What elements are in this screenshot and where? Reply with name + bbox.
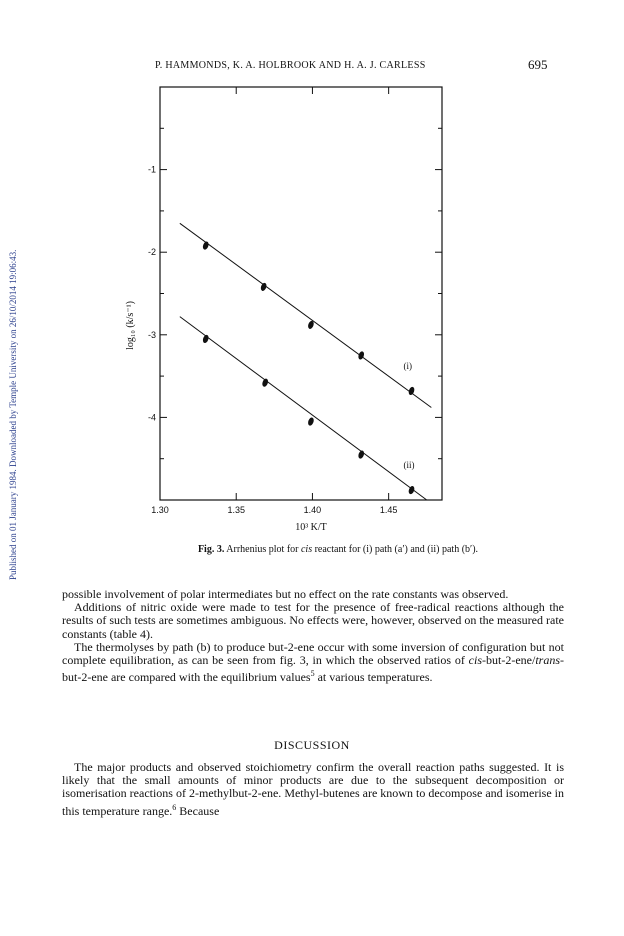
- paragraph-3-ref: 5: [310, 669, 315, 679]
- x-axis-label: 10³ K/T: [295, 522, 327, 533]
- page-number: 695: [528, 57, 548, 72]
- plot-border: [160, 87, 442, 500]
- x-tick-label: 1.40: [303, 505, 322, 515]
- data-point: [261, 378, 269, 388]
- y-tick-label: -1: [147, 164, 156, 175]
- data-point: [202, 334, 210, 344]
- y-tick-label: -4: [147, 412, 156, 423]
- paragraph-3-italic: trans: [535, 653, 560, 668]
- axis-labels: [125, 165, 415, 533]
- paragraph-4-part: The major products and observed stoichiometry confirm the overall reaction paths suggested. It is likely that the small amounts of minor products are due to the subsequent decomposition or isomerisation reactions of 2-methylbut-2-ene. Methyl-butenes are known to decompose and isomerise in this temperature range.: [62, 760, 564, 818]
- caption-italic: cis: [300, 544, 313, 555]
- paragraph-3-part: -but-2-ene are compared with the equilibrium values: [62, 653, 564, 685]
- fit-line-1: [180, 223, 432, 407]
- x-tick-label: 1.45: [379, 505, 398, 515]
- paragraph-3: [62, 641, 564, 685]
- data-points: [202, 241, 416, 495]
- fit-line-2: [180, 317, 427, 500]
- caption-label: Fig. 3.: [197, 544, 225, 555]
- fit-lines: [180, 223, 432, 500]
- paragraph-4-part: Because: [176, 803, 220, 818]
- data-point: [357, 351, 365, 361]
- y-axis-label: log₁₀ (k/s⁻¹): [125, 301, 136, 350]
- data-point: [202, 241, 210, 251]
- paragraph-3-part: -but-2-ene/: [482, 653, 536, 668]
- arrhenius-plot: [120, 75, 460, 540]
- figure-caption: [128, 544, 548, 555]
- x-tick-label: 1.30: [151, 505, 169, 515]
- caption-text-2: reactant for (i) path (a′) and (ii) path (b′).: [312, 544, 479, 555]
- plot-frame: [160, 87, 442, 500]
- data-point: [307, 417, 315, 427]
- data-point: [357, 450, 365, 460]
- series-label: (i): [403, 360, 413, 371]
- body-text-lower: [62, 761, 564, 818]
- paragraph-3-italic: cis: [468, 653, 482, 668]
- paragraph-4: [62, 761, 564, 818]
- publication-sidebar-text: Published on 01 January 1984. Downloaded by Temple University on 26/10/2014 19:06:43.: [8, 249, 18, 580]
- paragraph-1: possible involvement of polar intermediates but no effect on the rate constants was observed.: [62, 587, 509, 601]
- paragraph-3-part: The thermolyses by path (b) to produce but-2-ene occur with some inversion of configuration but not complete equilibration, as can be seen from fig. 3, in which the observed ratios of: [62, 639, 564, 668]
- paragraph-3-part: at various temperatures.: [314, 670, 433, 685]
- y-tick-label: -3: [147, 329, 156, 340]
- running-head: P. HAMMONDS, K. A. HOLBROOK AND H. A. J. CARLESS: [155, 60, 426, 71]
- y-tick-label: -2: [147, 247, 156, 258]
- section-heading: DISCUSSION: [274, 738, 350, 752]
- series-label: (ii): [403, 460, 415, 471]
- publication-sidebar: [6, 150, 20, 580]
- caption-text-1: Arrhenius plot for: [224, 544, 301, 555]
- axis-ticks: [160, 87, 442, 500]
- body-text-upper: [62, 588, 564, 684]
- paragraph-2: Additions of nitric oxide were made to test for the presence of free-radical reactions although the results of such tests are sometimes ambiguous. No effects were, however, observed on the measured rate constants (table 4).: [62, 600, 564, 641]
- paragraph-4-ref: 6: [172, 802, 177, 812]
- x-tick-label: 1.35: [227, 505, 245, 515]
